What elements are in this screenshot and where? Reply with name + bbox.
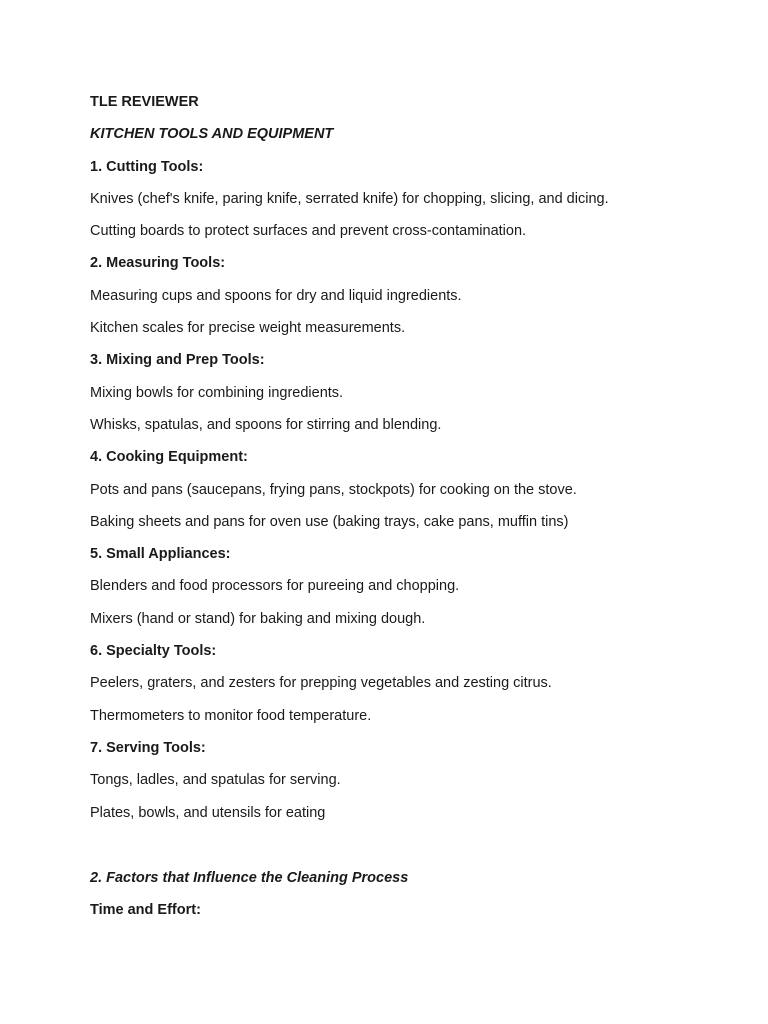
category-item: Knives (chef's knife, paring knife, serrated knife) for chopping, slicing, and dicing. [90, 190, 609, 207]
category-item: Cutting boards to protect surfaces and prevent cross-contamination. [90, 223, 527, 240]
category-item: Pots and pans (saucepans, frying pans, stockpots) for cooking on the stove. [90, 481, 577, 498]
paragraph-spacer [90, 837, 710, 870]
section-2-subheading: Time and Effort: [90, 902, 201, 919]
category-heading: 6. Specialty Tools: [90, 643, 217, 660]
category-item: Mixing bowls for combining ingredients. [90, 384, 344, 401]
category-item: Mixers (hand or stand) for baking and mixing dough. [90, 610, 426, 627]
category-item: Whisks, spatulas, and spoons for stirring and blending. [90, 416, 442, 433]
category-heading: 1. Cutting Tools: [90, 158, 204, 175]
document-title: TLE REVIEWER [90, 94, 199, 110]
category-heading: 2. Measuring Tools: [90, 255, 226, 272]
category-item: Thermometers to monitor food temperature. [90, 707, 372, 724]
category-item: Peelers, graters, and zesters for prepping vegetables and zesting citrus. [90, 675, 552, 692]
category-item: Tongs, ladles, and spatulas for serving. [90, 772, 341, 789]
document-page [90, 94, 710, 934]
category-heading: 7. Serving Tools: [90, 739, 206, 756]
section-2-title: 2. Factors that Influence the Cleaning Process [90, 869, 409, 886]
category-item: Plates, bowls, and utensils for eating [90, 804, 326, 821]
category-item: Measuring cups and spoons for dry and liquid ingredients. [90, 287, 462, 304]
category-heading: 5. Small Appliances: [90, 546, 231, 563]
category-heading: 4. Cooking Equipment: [90, 449, 248, 466]
section-title: KITCHEN TOOLS AND EQUIPMENT [90, 126, 334, 143]
category-item: Blenders and food processors for pureeing and chopping. [90, 578, 460, 595]
category-heading: 3. Mixing and Prep Tools: [90, 352, 265, 369]
category-item: Kitchen scales for precise weight measurements. [90, 320, 406, 337]
category-item: Baking sheets and pans for oven use (baking trays, cake pans, muffin tins) [90, 513, 569, 530]
